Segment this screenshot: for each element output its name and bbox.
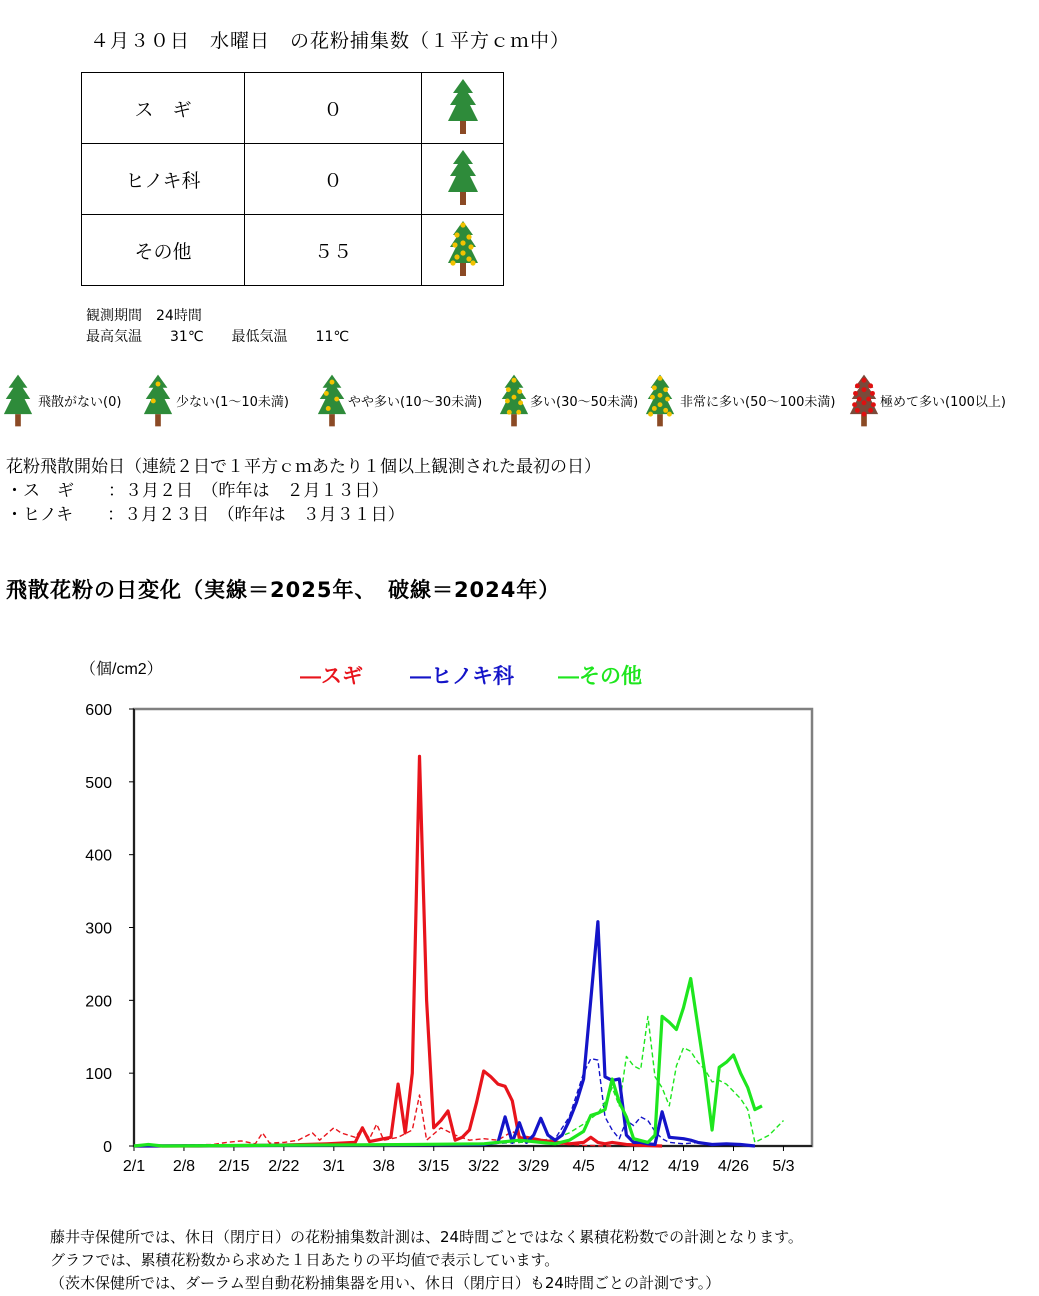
x-tick-label: 5/3	[772, 1158, 795, 1175]
legend-entry: —その他	[558, 665, 642, 688]
temperature-info: 最高気温 31℃ 最低気温 11℃	[86, 329, 350, 345]
y-tick-label: 200	[85, 993, 112, 1011]
y-tick-label: 0	[103, 1139, 112, 1156]
tree-many-icon	[498, 372, 530, 428]
tree-extreme-icon	[848, 372, 880, 428]
x-tick-label: 2/15	[218, 1158, 250, 1175]
note-line: グラフでは、累積花粉数から求めた１日あたりの平均値で表示しています。	[50, 1251, 560, 1269]
start-info-hinoki: ・ヒノキ ：３月２３日 （昨年は ３月３１日）	[6, 505, 405, 525]
y-tick-label: 500	[85, 774, 112, 792]
x-tick-label: 2/1	[122, 1158, 146, 1175]
x-tick-label: 4/26	[717, 1158, 750, 1175]
y-tick-label: 400	[85, 847, 112, 865]
pollen-count-table	[81, 72, 504, 286]
y-tick-label: 600	[85, 702, 112, 719]
pollen-count: ５５	[245, 215, 422, 286]
observation-info	[86, 306, 349, 348]
x-tick-label: 2/8	[172, 1158, 196, 1175]
table-row	[82, 215, 504, 286]
start-info-heading: 花粉飛散開始日（連続２日で１平方ｃｍあたり１個以上観測された最初の日）	[6, 457, 601, 477]
tree-none-icon	[446, 148, 480, 206]
x-tick-label: 4/12	[618, 1158, 650, 1175]
legend-label: 少ない(1～10未満)	[176, 395, 289, 410]
pollen-start-info	[6, 455, 601, 527]
x-tick-label: 4/5	[572, 1158, 595, 1175]
x-tick-label: 3/29	[518, 1158, 550, 1175]
x-tick-label: 2/22	[268, 1158, 300, 1175]
tree-few-icon	[142, 372, 174, 428]
table-row	[82, 73, 504, 144]
observation-period: 観測期間 24時間	[86, 308, 202, 324]
legend-label: 多い(30～50未満)	[530, 395, 639, 410]
chart-title: 飛散花粉の日変化（実線＝2025年、 破線＝2024年）	[6, 578, 561, 602]
start-info-sugi: ・ス ギ ：３月２日 （昨年は ２月１３日）	[6, 481, 389, 501]
pollen-name: ヒノキ科	[82, 144, 245, 215]
y-axis-label: （個/cm2）	[80, 661, 163, 678]
tree-moderate-icon	[316, 372, 348, 428]
page-title: ４月３０日 水曜日 の花粉捕集数（１平方ｃｍ中）	[90, 30, 571, 52]
series-line-2024-other	[134, 1016, 784, 1146]
plot-area	[134, 709, 812, 1146]
y-tick-label: 100	[85, 1066, 112, 1084]
note-line: 藤井寺保健所では、休日（閉庁日）の花粉捕集数計測は、24時間ごとではなく累積花粉数での計測となります。	[50, 1228, 803, 1246]
tree-very-many-icon	[446, 219, 480, 277]
x-tick-label: 4/19	[667, 1158, 700, 1175]
pollen-count: ０	[245, 144, 422, 215]
legend-label: 飛散がない(0)	[38, 395, 122, 410]
pollen-count: ０	[245, 73, 422, 144]
x-tick-label: 3/22	[468, 1158, 500, 1175]
legend-label: やや多い(10～30未満)	[348, 395, 483, 410]
table-row	[82, 144, 504, 215]
notes	[50, 1226, 803, 1295]
pollen-line-chart	[0, 650, 830, 1190]
legend-label: 極めて多い(100以上)	[880, 395, 1006, 410]
x-tick-label: 3/8	[372, 1158, 395, 1175]
pollen-name: ス ギ	[82, 73, 245, 144]
legend-entry: —ヒノキ科	[410, 665, 514, 688]
x-tick-label: 3/1	[322, 1158, 345, 1175]
tree-very-many-icon	[644, 372, 676, 428]
legend-label: 非常に多い(50～100未満)	[680, 395, 836, 410]
y-tick-label: 300	[85, 920, 112, 938]
x-tick-label: 3/15	[418, 1158, 450, 1175]
tree-none-icon	[2, 372, 34, 428]
note-line: （茨木保健所では、ダーラム型自動花粉捕集器を用い、休日（閉庁日）も24時間ごとの計測です。）	[50, 1274, 721, 1292]
series-line-2025-sugi	[134, 756, 662, 1146]
series-line-2025-other	[134, 979, 762, 1147]
legend-entry: —スギ	[300, 665, 363, 688]
tree-none-icon	[446, 77, 480, 135]
series-line-2024-hinoki	[134, 1059, 755, 1146]
pollen-name: その他	[82, 215, 245, 286]
